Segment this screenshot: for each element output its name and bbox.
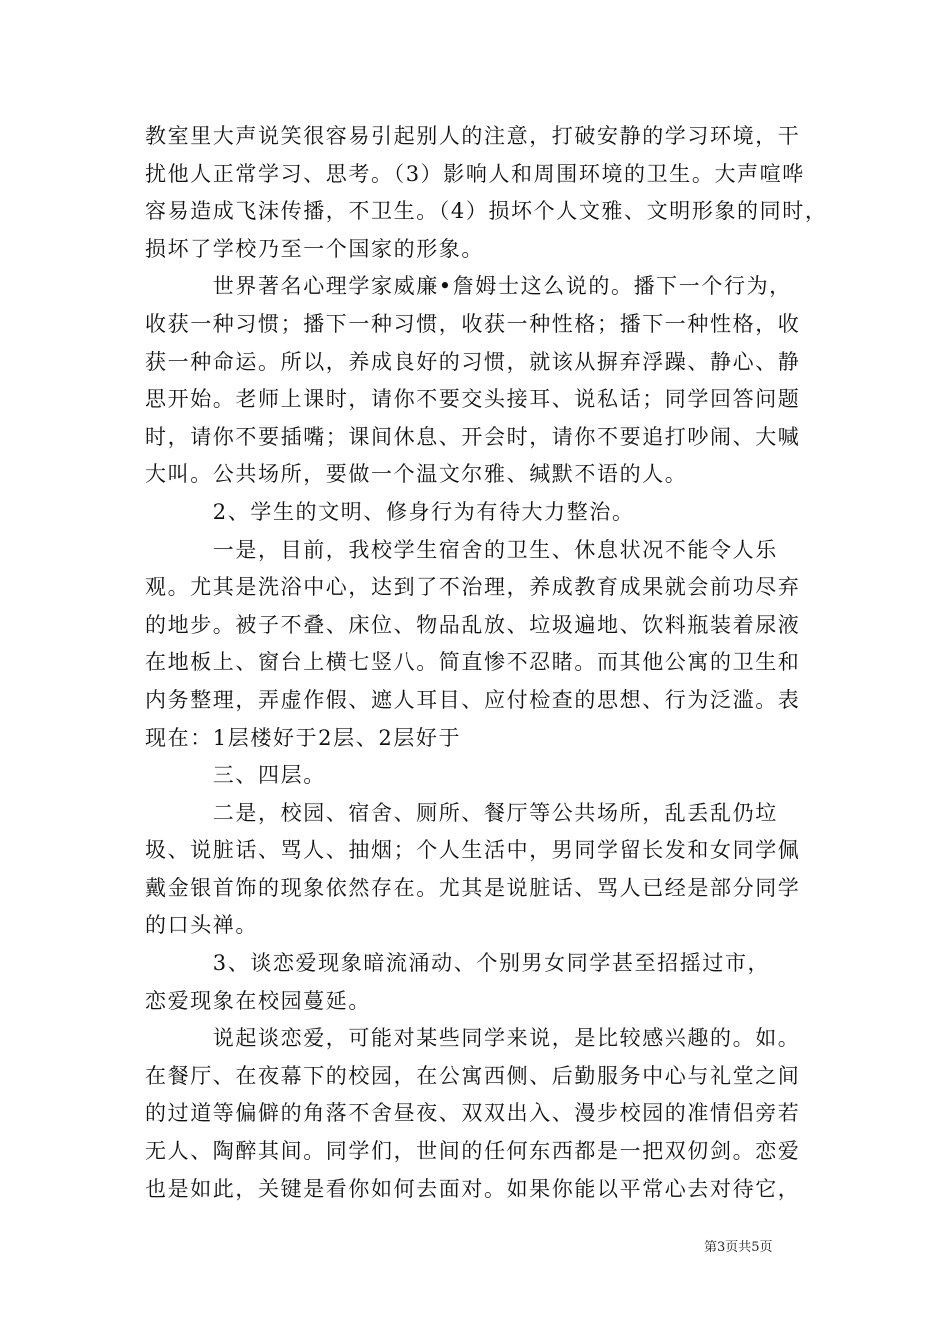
- text-line-25: 说起谈恋爱，可能对某些同学来说，是比较感兴趣的。如。: [145, 1026, 801, 1051]
- text-line-22: 的口头禅。: [145, 913, 258, 938]
- text-line-8: 思开始。老师上课时，请你不要交头接耳、说私话；同学回答问题: [145, 387, 801, 412]
- text-line-10: 大叫。公共场所，要做一个温文尔雅、缄默不语的人。: [145, 462, 688, 487]
- text-line-11: 2、学生的文明、修身行为有待大力整治。: [145, 499, 635, 524]
- text-line-4: 损坏了学校乃至一个国家的形象。: [145, 236, 484, 261]
- text-line-23: 3、谈恋爱现象暗流涌动、个别男女同学甚至招摇过市，: [145, 951, 771, 976]
- text-line-12: 一是，目前，我校学生宿舍的卫生、休息状况不能令人乐: [145, 537, 778, 562]
- text-line-5: 世界著名心理学家威廉•詹姆士这么说的。播下一个行为，: [145, 274, 792, 299]
- document-body: [145, 118, 828, 1208]
- text-line-26: 在餐厅、在夜幕下的校园，在公寓西侧、后勤服务中心与礼堂之间: [145, 1063, 801, 1088]
- text-line-28: 无人、陶醉其间。同学们，世间的任何东西都是一把双仞剑。恋爱: [145, 1139, 801, 1164]
- text-line-9: 时，请你不要插嘴；课间休息、开会时，请你不要追打吵闹、大喊: [145, 424, 801, 449]
- text-line-7: 获一种命运。所以，养成良好的习惯，就该从摒弃浮躁、静心、静: [145, 349, 801, 374]
- text-line-17: 现在：1层楼好于2层、2层好于: [145, 725, 462, 750]
- text-line-2: 扰他人正常学习、思考。（3）影响人和周围环境的卫生。大声喧哗: [145, 161, 805, 186]
- text-line-20: 圾、说脏话、骂人、抽烟；个人生活中，男同学留长发和女同学佩: [145, 838, 801, 863]
- page-number: 第3页共5页: [704, 1240, 773, 1255]
- text-line-24: 恋爱现象在校园蔓延。: [145, 988, 371, 1013]
- text-line-18: 三、四层。: [145, 763, 326, 788]
- text-line-21: 戴金银首饰的现象依然存在。尤其是说脏话、骂人已经是部分同学: [145, 875, 801, 900]
- text-line-1: 教室里大声说笑很容易引起别人的注意，打破安静的学习环境，干: [145, 124, 801, 148]
- text-line-6: 收获一种习惯；播下一种习惯，收获一种性格；播下一种性格，收: [145, 311, 801, 336]
- text-line-27: 的过道等偏僻的角落不舍昼夜、双双出入、漫步校园的准情侣旁若: [145, 1101, 801, 1126]
- text-line-29: 也是如此，关键是看你如何去面对。如果你能以平常心去对待它，: [145, 1176, 801, 1201]
- text-line-3: 容易造成飞沫传播，不卫生。（4）损坏个人文雅、文明形象的同时，: [145, 199, 828, 224]
- text-line-13: 观。尤其是洗浴中心，达到了不治理，养成教育成果就会前功尽弃: [145, 575, 801, 600]
- text-line-14: 的地步。被子不叠、床位、物品乱放、垃圾遍地、饮料瓶装着尿液: [145, 612, 801, 637]
- text-line-19: 二是，校园、宿舍、厕所、餐厅等公共场所，乱丢乱仍垃: [145, 800, 778, 825]
- text-line-16: 内务整理，弄虚作假、遮人耳目、应付检查的思想、行为泛滥。表: [145, 687, 801, 712]
- text-line-15: 在地板上、窗台上横七竖八。简直惨不忍睹。而其他公寓的卫生和: [145, 650, 801, 675]
